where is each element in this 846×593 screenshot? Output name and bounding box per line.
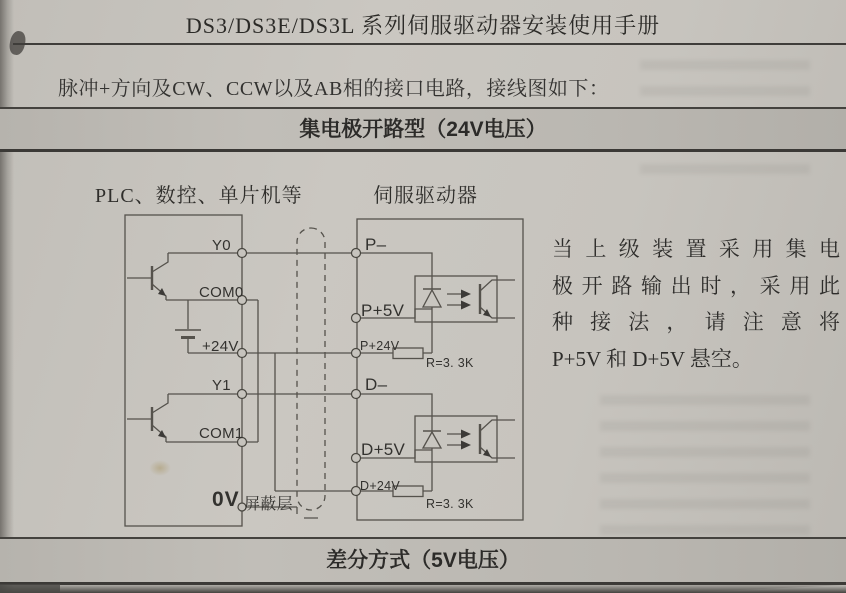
note-line: P+5V 和 D+5V 悬空。 [552,346,753,371]
terminal-plus24v [238,349,247,358]
label-resistor-pulse: R=3. 3K [426,356,474,370]
battery-24v-icon [175,330,201,338]
terminal-p5v [352,314,361,323]
note-line: 极开路输出时，采用此 [552,273,840,298]
label-plus24v: +24V [202,338,239,355]
terminal-y0 [238,249,247,258]
label-resistor-direction: R=3. 3K [426,497,474,511]
note-line: 当上级装置采用集电 [552,237,840,261]
note-line: 种接法，请注意将 [552,310,840,334]
section-banner-open-collector: 集电极开路型（24V电压） [0,107,846,152]
note-paragraph [552,231,840,377]
label-d5v: D+5V [361,440,406,459]
terminal-y1 [238,390,247,399]
terminal-d-minus [352,390,361,399]
terminal-p-minus [352,249,361,258]
optocoupler-pulse-icon [415,276,515,322]
label-y1: Y1 [212,377,231,394]
label-y0: Y0 [212,237,231,254]
label-d24v: D+24V [360,479,401,493]
intro-text: 脉冲+方向及CW、CCW以及AB相的接口电路，接线图如下： [58,78,610,100]
label-shield-layer: 屏蔽层 [244,496,293,513]
label-com1: COM1 [199,425,244,442]
manual-title: DS3/DS3E/DS3L 系列伺服驱动器安装使用手册 [185,13,661,38]
scan-bottom-corner [0,584,60,593]
label-0v: 0V [212,488,240,511]
plc-box [125,215,242,526]
plc-side-label: PLC、数控、单片机等 [95,185,303,207]
scan-bottom-shadow [0,583,846,593]
section-banner-differential: 差分方式（5V电压） [0,537,846,585]
terminal-d5v [352,454,361,463]
label-d-minus: D– [365,375,388,394]
label-p5v: P+5V [361,301,405,320]
terminals [238,249,361,512]
servo-side-label: 伺服驱动器 [373,185,478,207]
shield-cable-outline [297,228,325,510]
optocoupler-direction-icon [415,416,515,462]
label-com0: COM0 [199,284,244,301]
label-p24v: P+24V [360,339,400,353]
label-p-minus: P– [365,235,387,254]
